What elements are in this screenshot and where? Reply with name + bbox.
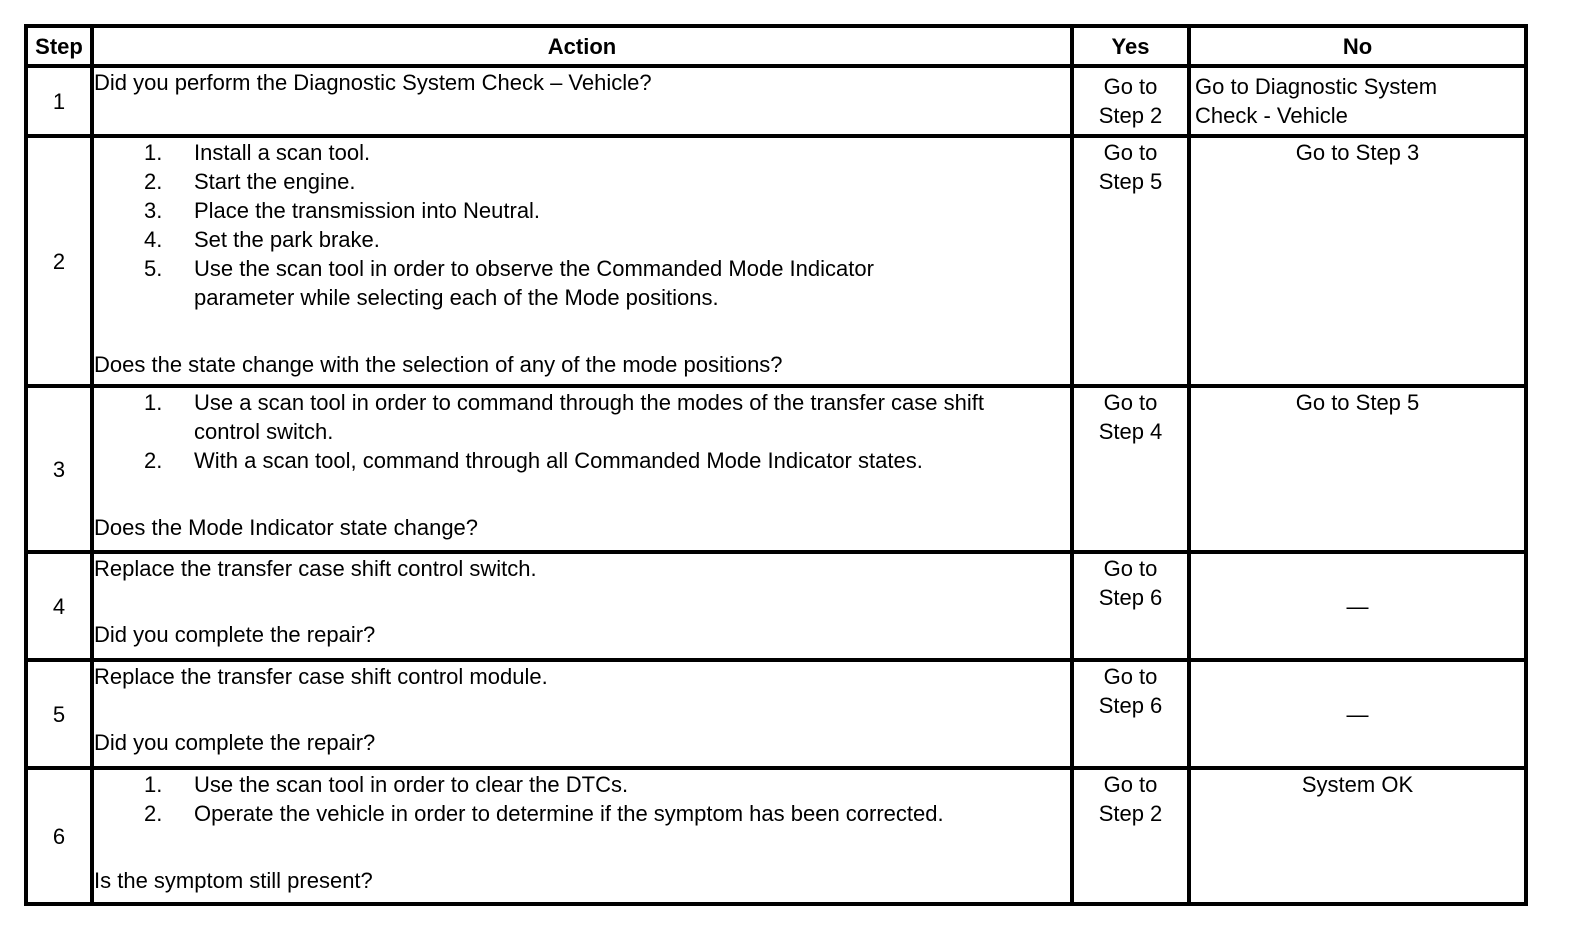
no-cell: — [1189,552,1526,660]
diagnostic-table [24,24,1528,906]
step-number: 1 [26,66,92,136]
list-item: 1. Install a scan tool. [144,140,371,165]
header-row [26,26,1526,66]
list-item: 2. Start the engine. [144,169,356,194]
list-item: 2. Operate the vehicle in order to determine if the symptom has been corrected. [144,801,944,826]
step-number: 5 [26,660,92,768]
yes-line: Go to [1103,74,1158,99]
action-cell [92,386,1072,552]
question-text: Does the state change with the selection of any of the mode positions? [94,352,783,377]
step-number: 4 [26,552,92,660]
list-item: 2. With a scan tool, command through all Commanded Mode Indicator states. [144,448,923,473]
action-cell [92,136,1072,386]
question-text: Is the symptom still present? [94,868,373,893]
table-row [26,386,1526,552]
yes-line: Go to [1103,390,1158,415]
no-line: Check - Vehicle [1195,103,1348,128]
step-number: 6 [26,768,92,904]
question-text: Does the Mode Indicator state change? [94,515,479,540]
step-number: 3 [26,386,92,552]
table-row [26,768,1526,904]
list-item: 1. Use the scan tool in order to clear the DTCs. [144,772,629,797]
yes-cell [1072,66,1189,136]
header-action: Action [92,26,1072,66]
yes-line: Step 4 [1098,419,1163,444]
action-cell [92,660,1072,768]
yes-line: Step 6 [1098,693,1163,718]
table-row [26,136,1526,386]
list-item: 5. Use the scan tool in order to observe the Commanded Mode Indicator parameter while selecting each of the Mode positions. [144,256,874,310]
question-text: Did you complete the repair? [94,730,376,755]
action-cell [92,552,1072,660]
action-cell [92,66,1072,136]
list-item: 4. Set the park brake. [144,227,380,252]
yes-cell [1072,768,1189,904]
yes-line: Go to [1103,140,1158,165]
yes-line: Go to [1103,664,1158,689]
table-row [26,660,1526,768]
table-row [26,552,1526,660]
yes-line: Step 6 [1098,585,1163,610]
action-text: Replace the transfer case shift control switch. [94,556,537,581]
yes-line: Step 2 [1098,103,1163,128]
action-cell [92,768,1072,904]
list-item: 3. Place the transmission into Neutral. [144,198,541,223]
action-text: Did you perform the Diagnostic System Check – Vehicle? [94,70,652,95]
step-number: 2 [26,136,92,386]
yes-cell [1072,552,1189,660]
action-text: Replace the transfer case shift control module. [94,664,548,689]
yes-cell [1072,136,1189,386]
instruction-list [94,388,1070,475]
no-cell: System OK [1189,768,1526,904]
instruction-list [94,770,1070,828]
yes-line: Go to [1103,772,1158,797]
no-cell: Go to Step 5 [1189,386,1526,552]
instruction-list [94,138,1070,312]
header-yes: Yes [1072,26,1189,66]
no-cell: Go to Step 3 [1189,136,1526,386]
yes-cell [1072,386,1189,552]
yes-cell [1072,660,1189,768]
no-line: Go to Diagnostic System [1195,74,1438,99]
yes-line: Step 5 [1098,169,1163,194]
question-text: Did you complete the repair? [94,622,376,647]
no-cell [1189,66,1526,136]
list-item: 1. Use a scan tool in order to command through the modes of the transfer case shift control switch. [144,390,984,444]
yes-line: Step 2 [1098,801,1163,826]
header-step: Step [26,26,92,66]
yes-line: Go to [1103,556,1158,581]
no-cell: — [1189,660,1526,768]
table-row [26,66,1526,136]
header-no: No [1189,26,1526,66]
